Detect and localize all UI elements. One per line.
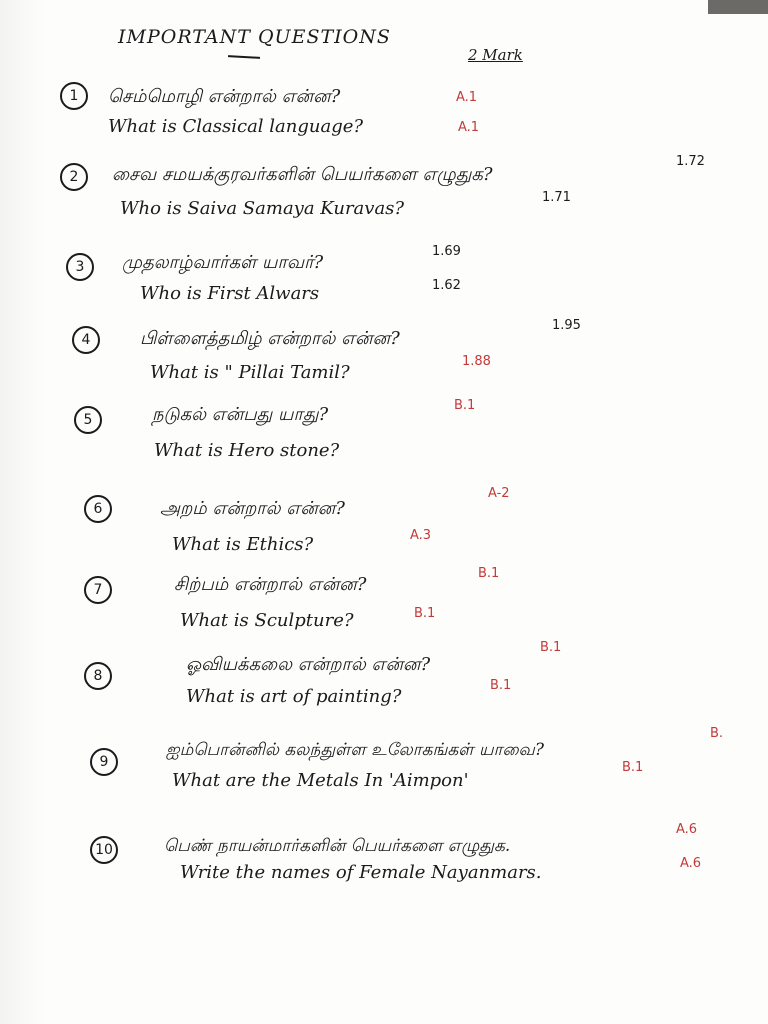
question-number: 8 [84,662,112,690]
question-english: What is Classical language? [108,116,364,137]
question-english: What is Hero stone? [154,440,340,461]
question-number: 3 [66,253,94,281]
question-tamil: செம்மொழி என்றால் என்ன? [108,86,341,107]
question-number: 5 [74,406,102,434]
question-english-ref: 1.88 [462,354,491,369]
question-english-ref: 1.71 [542,190,571,205]
question-tamil-ref: 1.72 [676,154,705,169]
question-tamil-ref: A-2 [488,486,510,501]
question-number: 9 [90,748,118,776]
question-english: What is art of painting? [186,686,402,707]
question-english: Who is Saiva Samaya Kuravas? [120,198,405,219]
question-tamil: சிற்பம் என்றால் என்ன? [174,574,367,595]
question-english-ref: A.1 [458,120,480,135]
question-english: What is Sculpture? [180,610,354,631]
question-english-ref: A.6 [680,856,702,871]
question-number: 4 [72,326,100,354]
question-number: 6 [84,495,112,523]
question-tamil-ref: B. [710,726,724,741]
question-tamil: நடுகல் என்பது யாது? [152,404,329,425]
question-english: What are the Metals In 'Aimpon' [172,770,469,791]
question-tamil-ref: B.1 [478,566,500,581]
question-tamil-ref: A.1 [456,90,478,105]
page-corner-edge [708,0,768,14]
title-underline [228,55,260,59]
question-number: 7 [84,576,112,604]
question-english-ref: B.1 [622,760,644,775]
question-english: What is " Pillai Tamil? [150,362,350,383]
question-number: 1 [60,82,88,110]
question-number: 2 [60,163,88,191]
question-english: Write the names of Female Nayanmars. [180,862,542,883]
question-english: What is Ethics? [172,534,314,555]
question-english-ref: A.3 [410,528,432,543]
question-tamil-ref: 1.69 [432,244,461,259]
page-title: IMPORTANT QUESTIONS [118,26,391,48]
question-english-ref: B.1 [490,678,512,693]
question-number: 10 [90,836,118,864]
question-english: Who is First Alwars [140,283,320,304]
question-tamil-ref: B.1 [540,640,562,655]
question-tamil: ஓவியக்கலை என்றால் என்ன? [186,654,431,675]
question-tamil: அறம் என்றால் என்ன? [160,498,345,519]
question-tamil-ref: A.6 [676,822,698,837]
question-tamil: முதலாழ்வார்கள் யாவர்? [122,252,324,273]
question-tamil-ref: 1.95 [552,318,581,333]
question-tamil: பெண் நாயன்மார்களின் பெயர்களை எழுதுக. [164,836,511,856]
question-english-ref: B.1 [414,606,436,621]
question-tamil: சைவ சமயக்குரவர்களின் பெயர்களை எழுதுக? [112,164,493,185]
question-tamil: ஐம்பொன்னில் கலந்துள்ள உலோகங்கள் யாவை? [166,740,544,760]
marks-label: 2 Mark [468,46,523,64]
question-tamil: பிள்ளைத்தமிழ் என்றால் என்ன? [140,328,400,349]
page-shadow [0,0,45,1024]
question-english-ref: 1.62 [432,278,461,293]
question-tamil-ref: B.1 [454,398,476,413]
